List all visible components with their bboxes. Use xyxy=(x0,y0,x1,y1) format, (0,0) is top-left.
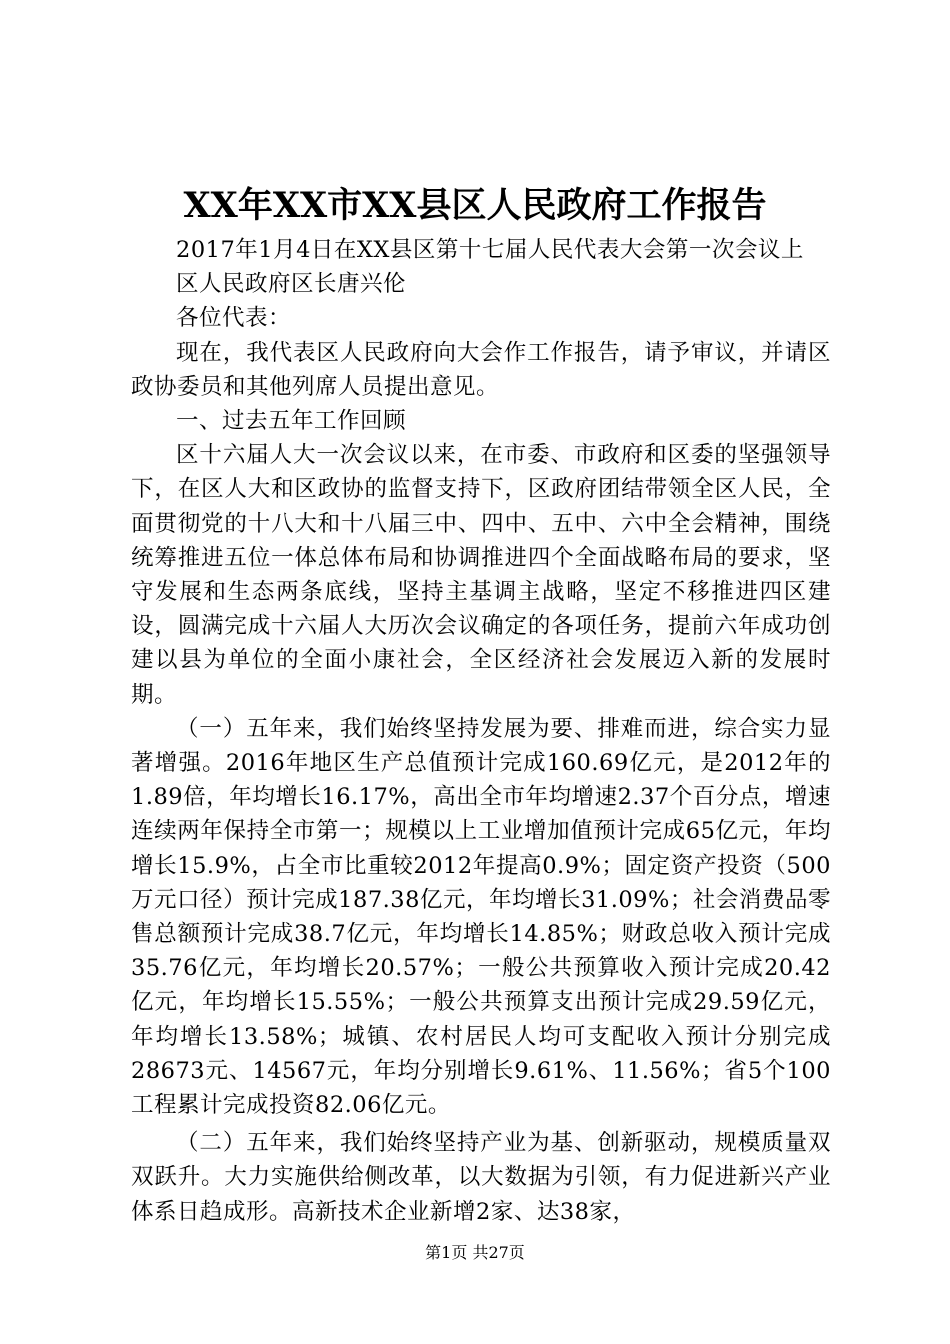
page-footer: 第1页 共27页 xyxy=(425,1243,525,1262)
opening-paragraph: 现在，我代表区人民政府向大会作工作报告，请予审议，并请区政协委员和其他列席人员提出意见。 xyxy=(131,339,831,400)
industry-paragraph: （二）五年来，我们始终坚持产业为基、创新驱动，规模质量双双跃升。大力实施供给侧改革，以大数据为引领，有力促进新兴产业体系日趋成形。高新技术企业新增2家、达38家， xyxy=(131,1130,831,1225)
meeting-info-paragraph: 2017年1月4日在XX县区第十七届人民代表大会第一次会议上 xyxy=(176,237,804,263)
document-title: XX年XX市XX县区人民政府工作报告 xyxy=(183,185,767,226)
section-heading: 一、过去五年工作回顾 xyxy=(176,408,407,435)
review-paragraph: 区十六届人大一次会议以来，在市委、市政府和区委的坚强领导下，在区人大和区政协的监督支持下，区政府团结带领全区人民，全面贯彻党的十八大和十八届三中、四中、五中、六中全会精神，围绕统筹推进五位一体总体布局和协调推进四个全面战略布局的要求，坚守发展和生态两条底线，坚持主基调主战略，坚定不移推进四区建设，圆满完成十六届人大历次会议确定的各项任务，提前六年成功创建以县为单位的全面小康社会，全区经济社会发展迈入新的发展时期。 xyxy=(131,442,831,708)
speaker-paragraph: 区人民政府区长唐兴伦 xyxy=(176,271,407,298)
salutation-paragraph: 各位代表： xyxy=(176,305,292,332)
document-body xyxy=(131,233,831,1229)
economy-paragraph: （一）五年来，我们始终坚持发展为要、排难而进，综合实力显著增强。2016年地区生产总值预计完成160.69亿元，是2012年的1.89倍，年均增长16.17%，高出全市年均增速2.37个百分点，增速连续两年保持全市第一；规模以上工业增加值预计完成65亿元，年均增长15.9%，占全市比重较2012年提高0.9%；固定资产投资（500万元口径）预计完成187.38亿元，年均增长31.09%；社会消费品零售总额预计完成38.7亿元，年均增长14.85%；财政总收入预计完成35.76亿元，年均增长20.57%；一般公共预算收入预计完成20.42亿元，年均增长15.55%；一般公共预算支出预计完成29.59亿元，年均增长13.58%；城镇、农村居民人均可支配收入预计分别完成28673元、14567元，年均分别增长9.61%、11.56%；省5个100工程累计完成投资82.06亿元。 xyxy=(131,715,831,1119)
